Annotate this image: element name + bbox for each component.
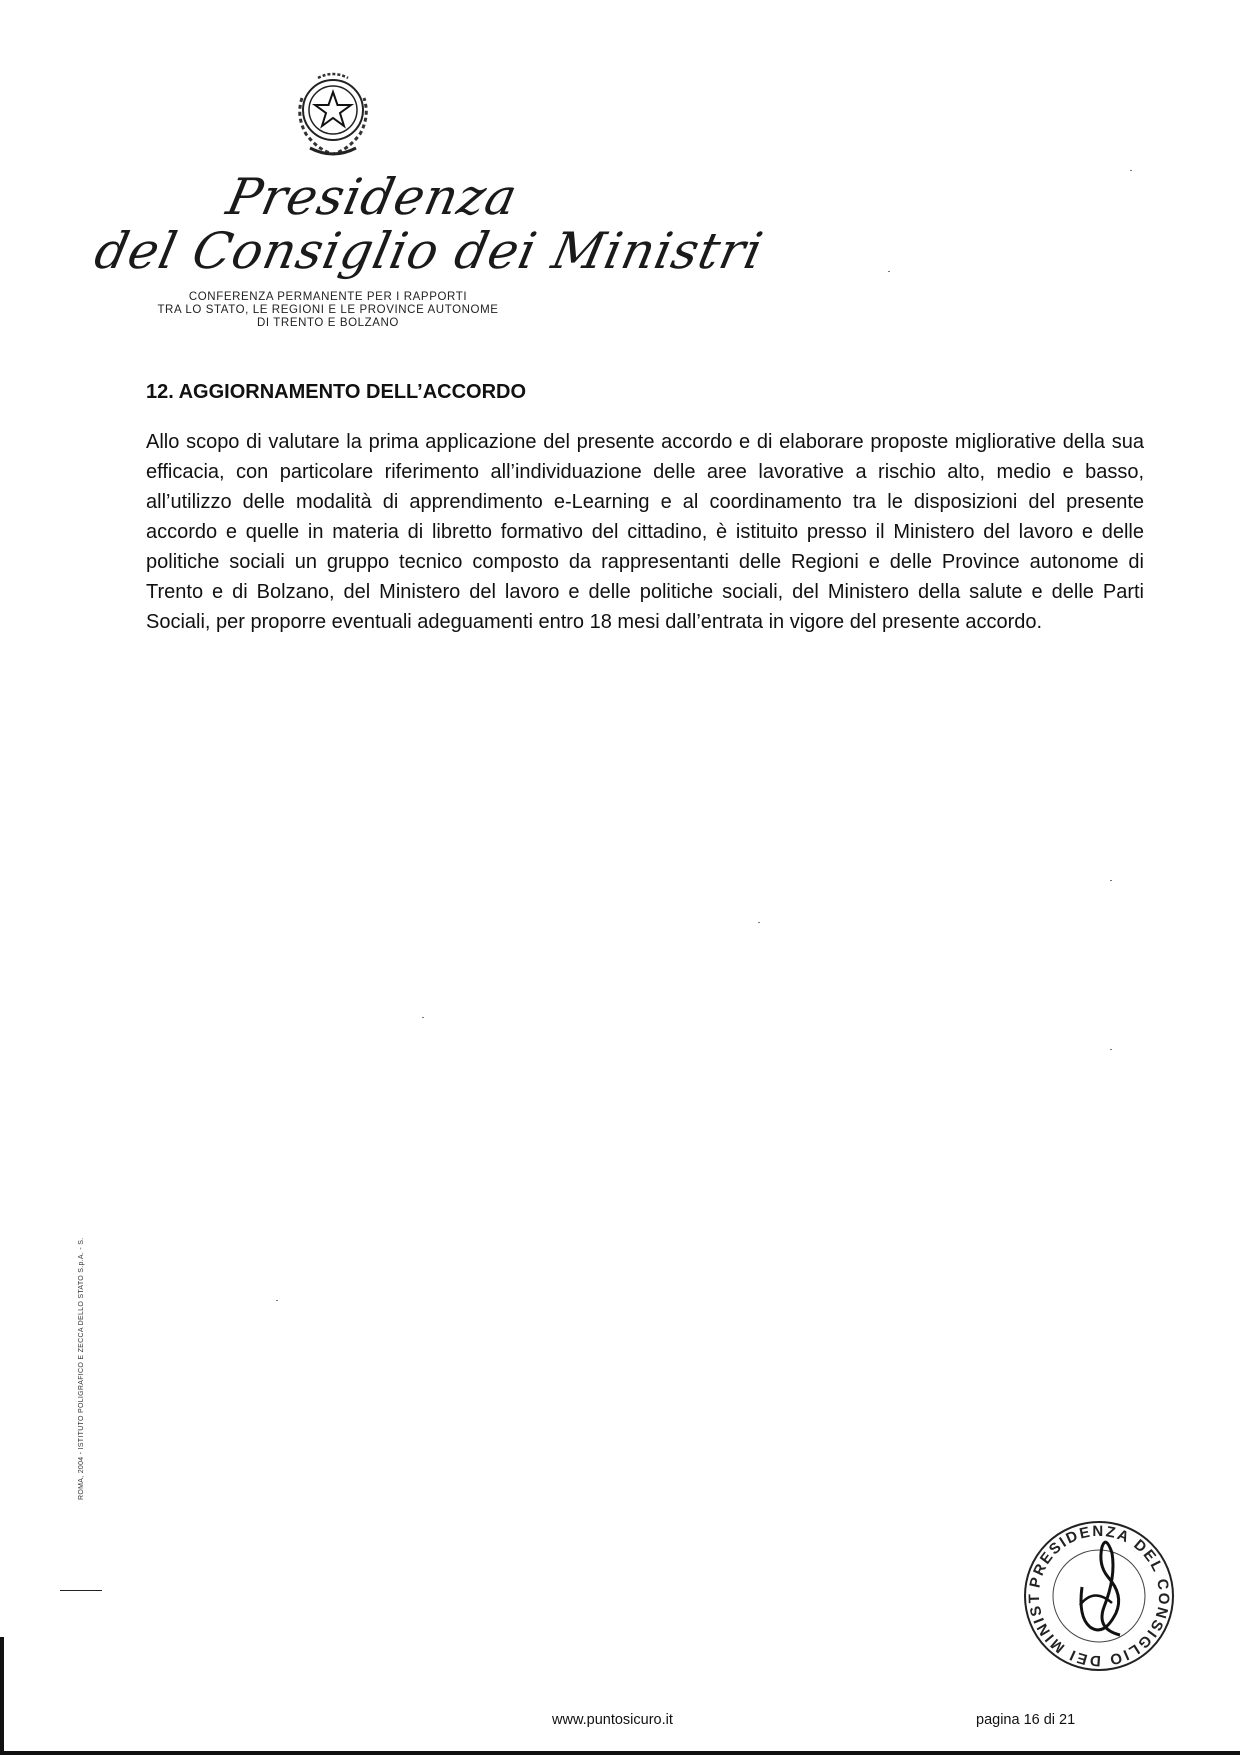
scan-speck	[1130, 170, 1132, 171]
official-seal-stamp	[1020, 1517, 1178, 1675]
page-number: pagina 16 di 21	[976, 1712, 1076, 1728]
republic-emblem-icon	[288, 68, 378, 162]
footer-website: www.puntosicuro.it	[552, 1712, 673, 1728]
conference-line-3: DI TRENTO E BOLZANO	[257, 317, 399, 329]
svg-text:PRESIDENZA DEL CONSIGLIO DEI M: PRESIDENZA DEL CONSIGLIO DEI MINIST	[1025, 1522, 1173, 1670]
scan-speck	[1110, 880, 1112, 881]
section-paragraph: Allo scopo di valutare la prima applicazione del presente accordo e di elaborare proposte migliorative della sua efficacia, con particolare riferimento all’individuazione delle aree lavorative a rischio alto, medio e basso, all’utilizzo delle modalità di apprendimento e-Learning e al coordinamento tra le disposizioni del presente accordo e quelle in materia di libretto formativo del cittadino, è istituito presso il Ministero del lavoro e delle politiche sociali un gruppo tecnico composto da rappresentanti delle Regioni e delle Province autonome di Trento e di Bolzano, del Ministero del lavoro e delle politiche sociali, del Ministero della salute e delle Parti Sociali, per proporre eventuali adeguamenti entro 18 mesi dall’entrata in vigore del presente accordo.	[146, 431, 1144, 633]
scan-speck	[888, 271, 890, 272]
section-heading: 12. AGGIORNAMENTO DELL’ACCORDO	[146, 381, 527, 403]
margin-print-note: ROMA, 2004 - ISTITUTO POLIGRAFICO E ZECCA DELLO STATO S.p.A. - S.	[78, 1237, 85, 1500]
conference-line-2: TRA LO STATO, LE REGIONI E LE PROVINCE AUTONOME	[157, 304, 499, 316]
scan-edge-bottom	[0, 1751, 1240, 1755]
presidenza-title: Presidenza	[221, 168, 523, 226]
conference-line-1: CONFERENZA PERMANENTE PER I RAPPORTI	[188, 291, 468, 303]
scan-edge-left	[0, 1637, 4, 1755]
conference-subtitle	[130, 291, 526, 330]
scan-speck	[1110, 1049, 1112, 1050]
scan-speck	[422, 1017, 424, 1018]
scan-speck	[276, 1300, 278, 1301]
scan-speck	[758, 922, 760, 923]
margin-tick-mark	[60, 1590, 102, 1591]
consiglio-ministri-title: del Consiglio dei Ministri	[89, 222, 769, 280]
